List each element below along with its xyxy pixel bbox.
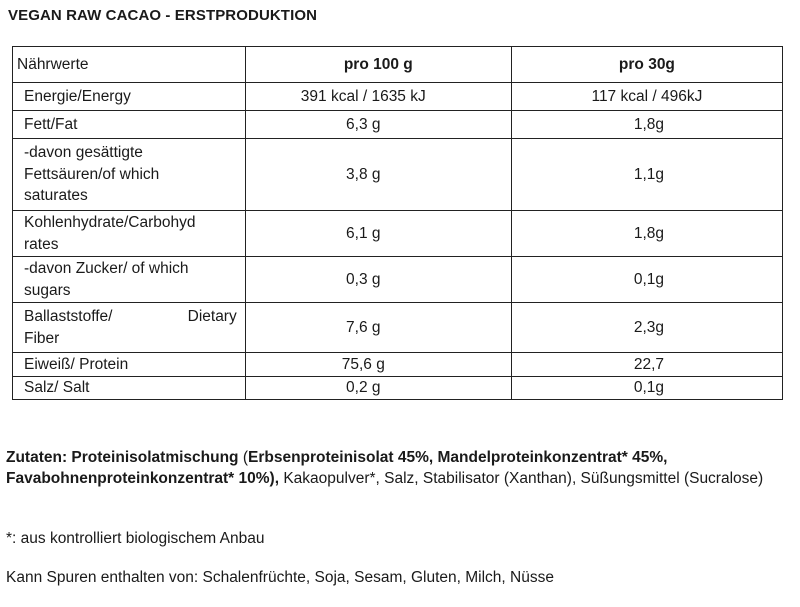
value-per-100g [245,377,511,400]
value-text: 6,3 g [346,115,381,133]
value-per-30g [511,303,782,353]
value-per-100g [245,139,511,211]
table-row [13,83,783,111]
value-text: 3,8 g [346,165,381,183]
value-text: 0,1g [633,378,664,396]
value-per-100g [245,257,511,303]
label-line: -davon gesättigte [24,144,143,162]
value-per-30g [511,377,782,400]
row-label: Energie/Energy [13,83,246,111]
ingredients-blend: Erbsenproteinisolat 45%, Mandelproteinkonzentrat* 45%, Favabohnenproteinkonzentrat* 10%), [6,449,668,487]
row-label [13,257,246,303]
value-text: 22,7 [633,355,664,373]
value-per-100g [245,303,511,353]
header-per-100g: pro 100 g [245,47,511,83]
value-per-100g [245,353,511,377]
row-label: Eiweiß/ Protein [13,353,246,377]
value-text: 7,6 g [346,318,381,336]
table-row [13,257,783,303]
value-per-30g [511,139,782,211]
value-text: 0,1g [633,270,664,288]
value-per-100g [245,83,511,111]
table-row [13,139,783,211]
label-word: Dietary [187,308,237,325]
value-per-100g [245,111,511,139]
product-title: VEGAN RAW CACAO - ERSTPRODUKTION [8,7,318,24]
nutrition-table [12,46,783,400]
label-line: Fettsäuren/of which [24,165,160,183]
table-header-row [13,47,783,83]
label-line: sugars [24,281,71,299]
value-text: 1,1g [633,165,664,183]
value-text: 75,6 g [341,355,385,373]
table-row [13,111,783,139]
value-per-30g [511,211,782,257]
ingredients-prefix: Zutaten: Proteinisolatmischung [6,449,239,466]
row-label: Fett/Fat [13,111,246,139]
value-per-30g [511,111,782,139]
table-row [13,211,783,257]
row-label [13,211,246,257]
row-label [13,303,246,353]
value-text: 0,3 g [346,270,381,288]
label-line [24,306,245,328]
row-label: Salz/ Salt [13,377,246,400]
allergen-note: Kann Spuren enthalten von: Schalenfrüchte, Soja, Sesam, Gluten, Milch, Nüsse [6,569,554,586]
label-line: saturates [24,187,88,205]
table-row [13,353,783,377]
ingredients-rest: Kakaopulver*, Salz, Stabilisator (Xanthan), Süßungsmittel (Sucralose) [279,469,764,487]
value-text: 391 kcal / 1635 kJ [300,87,426,105]
ingredients-text [6,448,794,489]
value-per-30g [511,353,782,377]
value-per-100g [245,211,511,257]
value-text: 1,8g [633,115,664,133]
value-per-30g [511,257,782,303]
table-row [13,377,783,400]
value-text: 1,8g [633,224,664,242]
value-text: 2,3g [633,318,664,336]
label-line: Kohlenhydrate/Carbohyd [24,214,196,231]
organic-footnote: *: aus kontrolliert biologischem Anbau [6,530,265,547]
header-nutrients: Nährwerte [13,47,246,83]
row-label [13,139,246,211]
table-row [13,303,783,353]
value-per-30g: 117 kcal / 496kJ [511,83,782,111]
value-text: 0,2 g [346,378,381,396]
label-word: Ballaststoffe/ [24,308,113,325]
ingredients-paren: ( [238,449,248,466]
label-line: Fiber [24,329,60,347]
label-line: rates [24,235,59,253]
label-line: -davon Zucker/ of which [24,260,189,277]
value-text: 6,1 g [346,224,381,242]
header-per-30g: pro 30g [511,47,782,83]
